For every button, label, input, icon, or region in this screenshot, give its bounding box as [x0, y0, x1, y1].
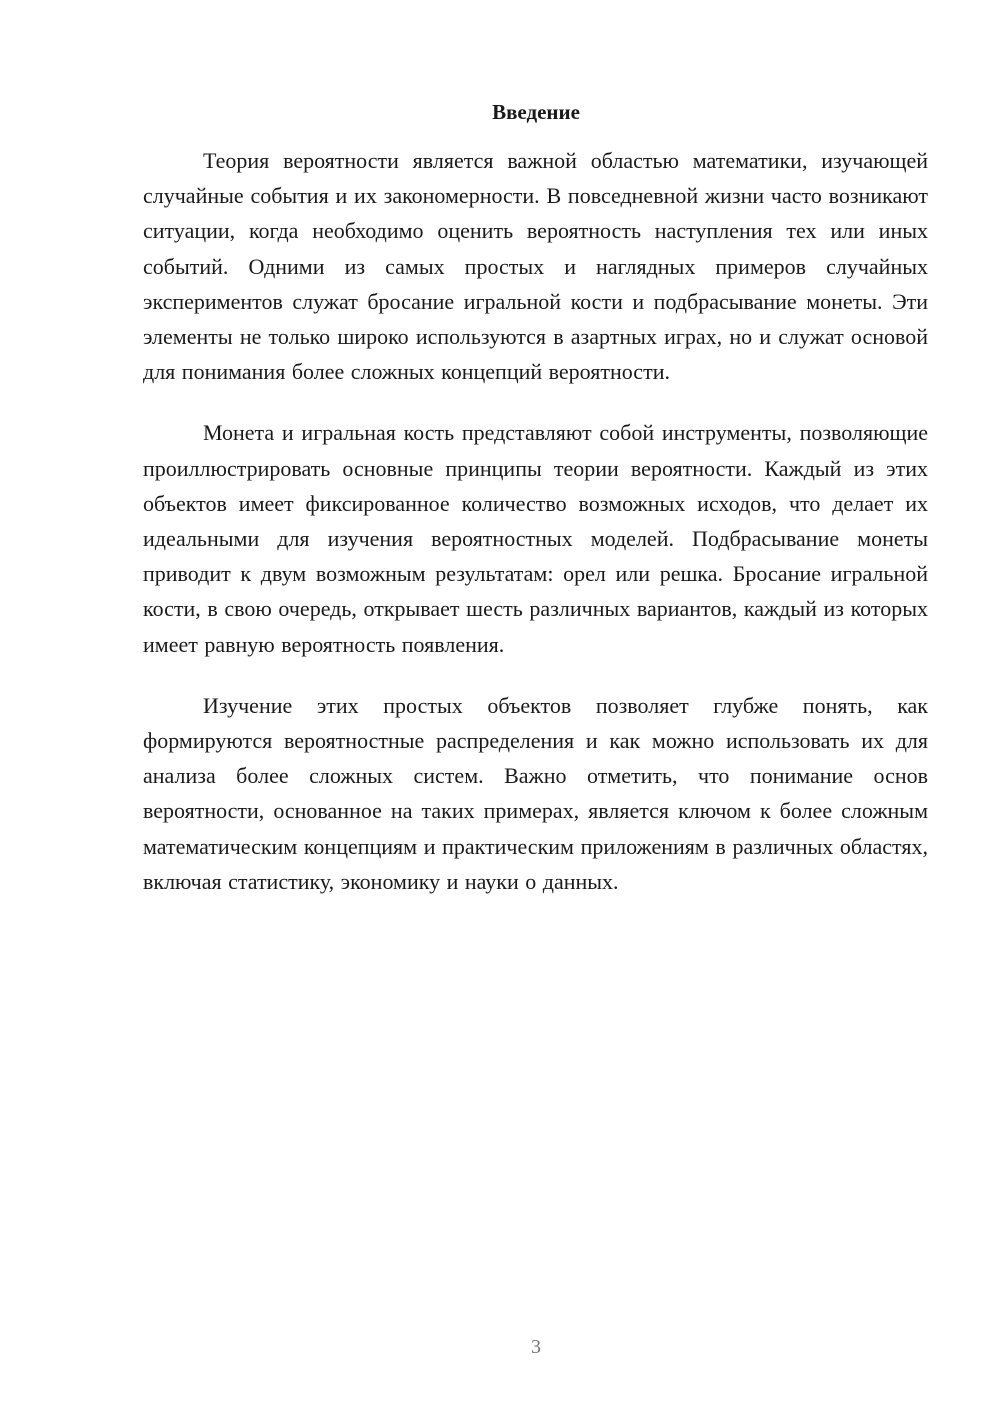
body-text — [143, 143, 928, 925]
paragraph-2: Монета и игральная кость представляют собой инструменты, позволяющие проиллюстрировать основные принципы теории вероятности. Каждый из этих объектов имеет фиксированное количество возможных исходов, что делает их идеальными для изучения вероятностных моделей. Подбрасывание монеты приводит к двум возможным результатам: орел или решка. Бросание игральной кости, в свою очередь, открывает шесть различных вариантов, каждый из которых имеет равную вероятность появления. — [143, 420, 928, 657]
page-number: 3 — [531, 1336, 541, 1358]
paragraph-3: Изучение этих простых объектов позволяет глубже понять, как формируются вероятностные распределения и как можно использовать их для анализа более сложных систем. Важно отметить, что понимание основ вероятности, основанное на таких примерах, является ключом к более сложным математическим концепциям и практическим приложениям в различных областях, включая статистику, экономику и науки о данных. — [143, 692, 928, 894]
paragraph-1: Теория вероятности является важной областью математики, изучающей случайные события и их закономерности. В повседневной жизни часто возникают ситуации, когда необходимо оценить вероятность наступления тех или иных событий. Одними из самых простых и наглядных примеров случайных экспериментов служат бросание игральной кости и подбрасывание монеты. Эти элементы не только широко используются в азартных играх, но и служат основой для понимания более сложных концепций вероятности. — [143, 148, 928, 385]
section-title: Введение — [492, 100, 580, 124]
